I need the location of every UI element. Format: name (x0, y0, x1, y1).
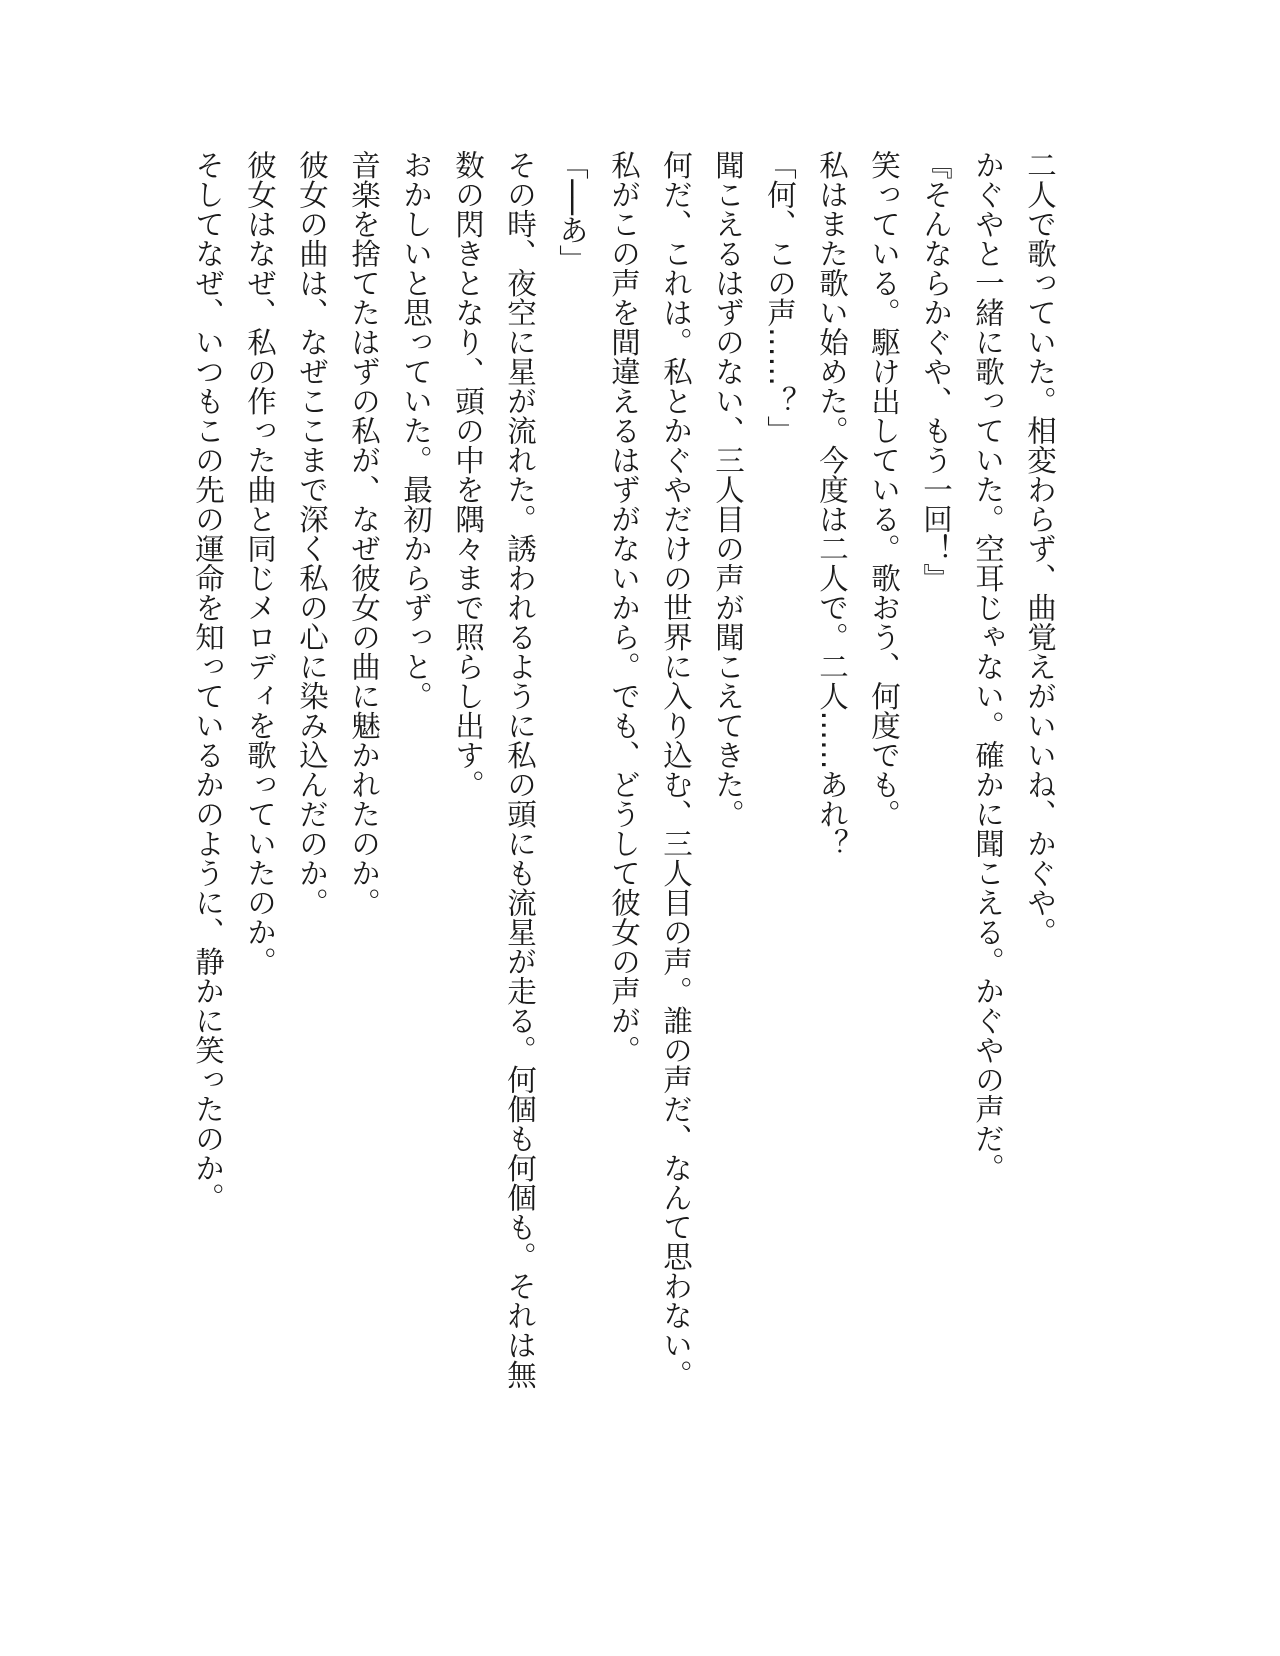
text-line: かぐやと一緒に歌っていた。空耳じゃない。確かに聞こえる。かぐやの声だ。 (971, 150, 1005, 1183)
text-line: 音楽を捨てたはずの私が、なぜ彼女の曲に魅かれたのか。 (347, 150, 381, 917)
vertical-text-body (182, 150, 1066, 1500)
text-line: 二人で歌っていた。相変わらず、曲覚えがいいね、かぐや。 (1023, 150, 1057, 947)
text-line: 数の閃きとなり、頭の中を隅々まで照らし出す。 (451, 150, 485, 799)
text-line: そしてなぜ、いつもこの先の運命を知っているかのように、静かに笑ったのか。 (191, 150, 225, 1212)
text-line: 聞こえるはずのない、三人目の声が聞こえてきた。 (711, 150, 745, 829)
text-line: 笑っている。駆け出している。歌おう、何度でも。 (867, 150, 901, 829)
text-line: 彼女はなぜ、私の作った曲と同じメロディを歌っていたのか。 (243, 150, 277, 976)
text-line: おかしいと思っていた。最初からずっと。 (399, 150, 433, 711)
text-line: 私がこの声を間違えるはずがないから。でも、どうして彼女の声が。 (607, 150, 641, 1065)
text-line: その時、夜空に星が流れた。誘われるように私の頭にも流星が走る。何個も何個も。それは無 (503, 150, 537, 1389)
text-line: 何だ、これは。私とかぐやだけの世界に入り込む、三人目の声。誰の声だ、なんて思わない。 (659, 150, 693, 1389)
text-line: 「──あ」 (555, 150, 589, 275)
text-line: 私はまた歌い始めた。今度は二人で。二人……あれ？ (815, 150, 849, 858)
text-line: 彼女の曲は、なぜここまで深く私の心に染み込んだのか。 (295, 150, 329, 917)
text-line: 「何、この声……？」 (763, 150, 797, 445)
text-line: 『そんならかぐや、もう一回！』 (919, 150, 953, 593)
